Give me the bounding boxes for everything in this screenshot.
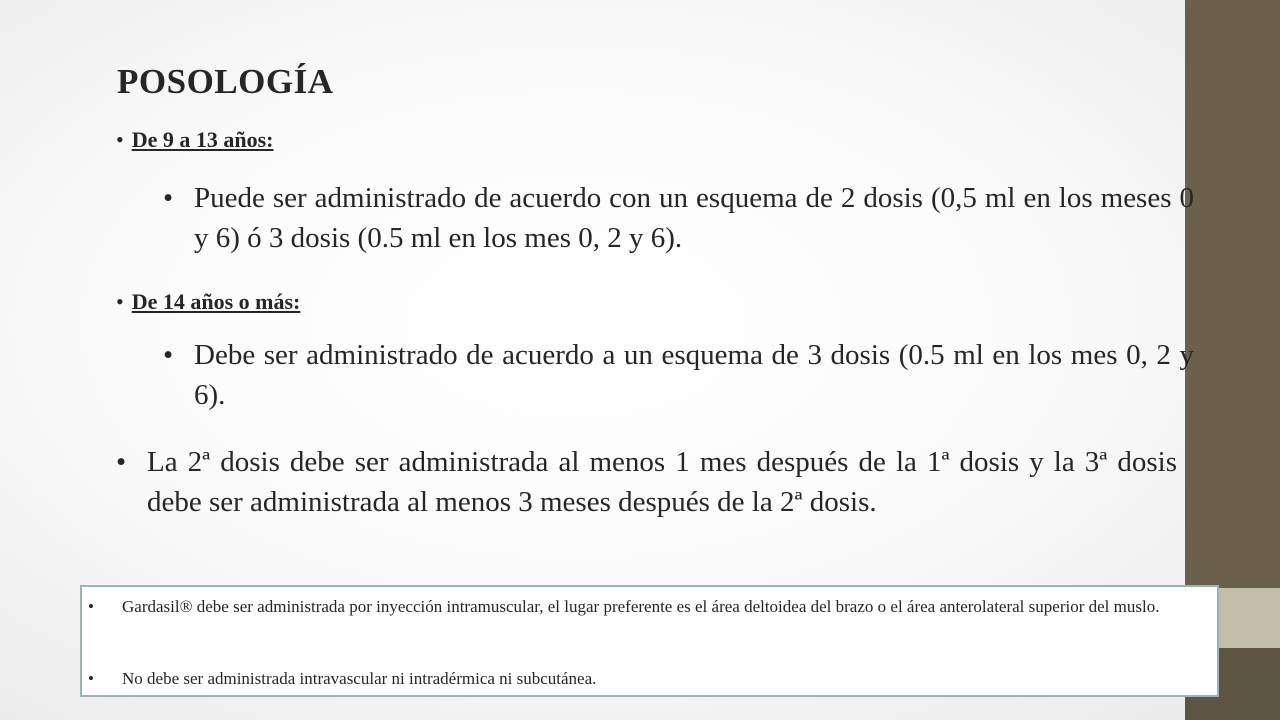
section-heading-9-13 — [116, 127, 273, 153]
list-item-text: Debe ser administrado de acuerdo a un esquema de 3 dosis (0.5 ml en los mes 0, 2 y 6). — [194, 339, 1194, 411]
bullet: • — [163, 339, 174, 371]
bullet: • — [116, 446, 127, 478]
general-note-text: La 2ª dosis debe ser administrada al menos 1 mes después de la 1ª dosis y la 3ª dosis debe ser administrada al menos 3 meses después de la 2ª dosis. — [147, 446, 1177, 518]
section-heading-label: De 14 años o más: — [131, 289, 301, 314]
note-item — [88, 667, 1242, 690]
section-heading-label: De 9 a 13 años: — [131, 127, 274, 152]
bullet: • — [88, 669, 94, 688]
note-text: Gardasil® debe ser administrada por inyección intramuscular, el lugar preferente es el área deltoidea del brazo o el área anterolateral superior del muslo. — [122, 597, 1160, 616]
list-item-text: Puede ser administrado de acuerdo con un esquema de 2 dosis (0,5 ml en los meses 0 y 6) ó 3 dosis (0.5 ml en los mes 0, 2 y 6). — [194, 182, 1194, 254]
note-text: No debe ser administrada intravascular ni intradérmica ni subcutánea. — [122, 669, 597, 688]
bullet: • — [163, 182, 174, 214]
list-item-9-13 — [163, 178, 1194, 258]
slide-title: POSOLOGÍA — [117, 62, 334, 101]
bullet: • — [88, 597, 94, 616]
section-heading-14-plus — [116, 289, 300, 315]
notes-box — [80, 585, 1219, 697]
general-note — [116, 442, 1177, 522]
bullet: • — [116, 289, 124, 314]
bullet: • — [116, 127, 124, 152]
note-item — [88, 595, 1242, 618]
list-item-14-plus — [163, 335, 1194, 415]
